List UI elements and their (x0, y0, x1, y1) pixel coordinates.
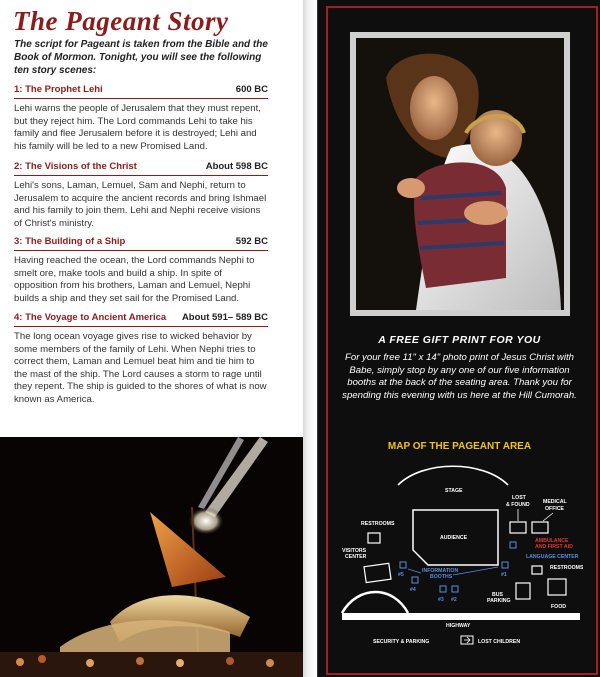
pageant-ship-photo (0, 437, 303, 677)
painting-illustration (356, 38, 564, 310)
page-title: The Pageant Story (13, 6, 229, 36)
map-label-visitors: VISITORS (342, 548, 367, 554)
scene-date: About 591– 589 BC (181, 312, 268, 323)
scene-date: About 598 BC (205, 161, 268, 172)
map-label-stage: STAGE (445, 488, 463, 494)
map-label-security: SECURITY & PARKING (373, 639, 430, 645)
highway-road (342, 613, 580, 620)
medical-pointer (543, 513, 553, 521)
scene-header (14, 161, 268, 176)
intro-text: The script for Pageant is taken from the Bible and the Book of Mormon. Tonight, you will see the following ten story scenes: (14, 39, 268, 76)
scene-title: 2: The Visions of the Christ (14, 161, 137, 172)
map-label-lost-children: LOST CHILDREN (478, 639, 521, 645)
map-label-ambulance-2: AND FIRST AID (535, 544, 573, 550)
map-label-info-2: BOOTHS (430, 574, 453, 580)
map-label-booth-3: #3 (438, 597, 444, 603)
language-booth (510, 542, 516, 548)
map-label-restrooms-left: RESTROOMS (361, 521, 395, 527)
scene-1 (14, 84, 268, 153)
map-label-restrooms-right: RESTROOMS (550, 565, 583, 571)
map-label-booth-1: #1 (501, 572, 507, 578)
scene-title: 3: The Building of a Ship (14, 236, 126, 247)
map-label-highway: HIGHWAY (446, 623, 471, 629)
map-label-lost-found-2: & FOUND (506, 502, 530, 508)
scene-date: 600 BC (235, 84, 268, 95)
map-label-info: INFORMATION (422, 568, 459, 574)
bus-parking-area (516, 583, 530, 599)
pageant-area-map (338, 455, 583, 650)
scene-header (14, 236, 268, 251)
stage-arc (398, 466, 508, 485)
christ-with-babe-painting (350, 32, 570, 316)
scene-date: 592 BC (235, 236, 268, 247)
scene-description: Lehi's sons, Laman, Lemuel, Sam and Nephi, return to Jerusalem to acquire the ancient records and bring Ishmael and his family to join them. Lehi and Nephi receive visions of Christ's ministry. (14, 180, 267, 229)
map-label-bus: BUS (492, 592, 503, 598)
food-building (548, 579, 566, 595)
scene-title: 1: The Prophet Lehi (14, 84, 103, 95)
scene-4 (14, 312, 268, 407)
map-label-bus-2: PARKING (487, 598, 511, 604)
map-label-language: LANGUAGE CENTER (526, 554, 579, 560)
map-label-ambulance: AMBULANCE (535, 538, 569, 544)
scene-header (14, 84, 268, 99)
scene-description: Lehi warns the people of Jerusalem that they must repent, but they reject him. The Lord commands Lehi to take his family and flee Jerusalem before it is destroyed; Lehi and his family will be led to a new Promised Land. (14, 103, 261, 152)
map-label-lost-found: LOST (512, 495, 526, 501)
info-booth-5 (400, 562, 406, 568)
map-label-medical: MEDICAL (543, 499, 567, 505)
info-booth-1 (502, 562, 508, 568)
info-booth-2 (452, 586, 458, 592)
gift-map-panel (317, 0, 600, 677)
parking-arc (342, 592, 408, 613)
scene-description: Having reached the ocean, the Lord commands Nephi to smelt ore, make tools and build a ship. In spite of opposition from his brothers, Laman and Lemuel, Nephi builds a ship and they set sail for the Promised Land. (14, 255, 255, 304)
gift-title: A FREE GIFT PRINT FOR YOU (378, 334, 541, 346)
map-label-audience: AUDIENCE (440, 535, 468, 541)
scene-header (14, 312, 268, 327)
restrooms-left-building (368, 533, 380, 543)
ship-photo-illustration (0, 437, 303, 677)
map-label-booth-2: #2 (451, 597, 457, 603)
restrooms-right-building (532, 566, 542, 574)
medical-building (532, 522, 548, 533)
map-label-visitors-2: CENTER (345, 554, 367, 560)
visitors-center-building (364, 563, 391, 582)
map-label-booth-5: #5 (398, 572, 404, 578)
scene-title: 4: The Voyage to Ancient America (14, 312, 167, 323)
scene-description: The long ocean voyage gives rise to wicked behavior by some members of the family of Lehi. When Nephi tries to correct them, Laman and Lemuel beat him and tie him to the mast of the ship. The Lord causes a storm to rage until they repent. The ship is guided to the shores of what is now known as America. (14, 331, 267, 405)
info-booth-3 (440, 586, 446, 592)
map-label-food: FOOD (551, 604, 566, 610)
map-label-booth-4: #4 (410, 587, 416, 593)
page-fold (303, 0, 317, 677)
map-title: MAP OF THE PAGEANT AREA (387, 441, 532, 452)
gift-description: For your free 11" x 14" photo print of Jesus Christ with Babe, simply stop by any one of our five information booths at the back of the seating area. Thank you for spending this evening with us here at the Hill Cumorah. (342, 352, 577, 401)
map-label-medical-2: OFFICE (545, 506, 565, 512)
scene-2 (14, 161, 268, 230)
info-booth-4 (412, 577, 418, 583)
arrow-icon (464, 637, 470, 643)
lost-found-building (510, 522, 526, 533)
scene-3 (14, 236, 268, 305)
